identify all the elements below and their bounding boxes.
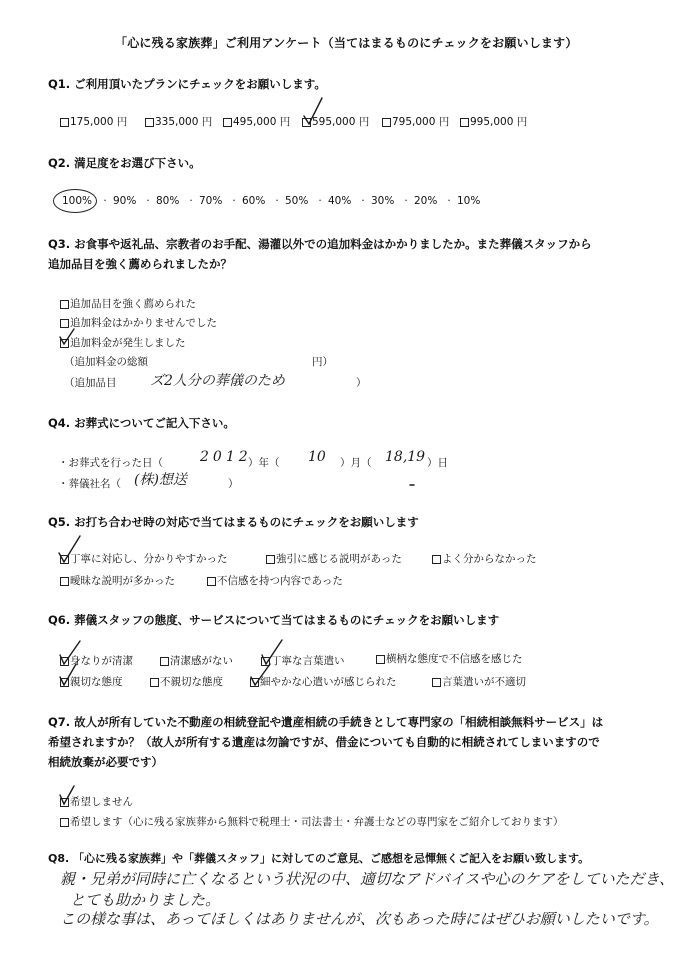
scale-option-100[interactable]: 100% (62, 195, 93, 207)
q4-company-close: ） (228, 478, 239, 490)
q4-company-label: ・葬儀社名（ (58, 478, 121, 490)
scale-option-30[interactable]: 30% (371, 195, 395, 207)
q4-question: Q4. お葬式についてご記入下さい。 (48, 416, 235, 430)
q4-day-value: 18,19 (385, 449, 426, 465)
q4-date-label: ・お葬式を行った日（ (58, 457, 163, 469)
checkbox[interactable] (60, 319, 69, 328)
scale-option-10[interactable]: 10% (457, 195, 481, 207)
scale-option-60[interactable]: 60% (242, 195, 266, 207)
q2-question: Q2. 満足度をお選び下さい。 (48, 156, 201, 170)
checkbox[interactable] (145, 118, 154, 127)
checkbox[interactable] (150, 678, 159, 687)
checkbox[interactable] (60, 555, 69, 564)
q3-option-2[interactable]: 追加料金はかかりませんでした (60, 315, 217, 330)
q6-option-2[interactable]: 清潔感がない (160, 653, 233, 668)
checkbox[interactable] (207, 577, 216, 586)
q6-option-8[interactable]: 言葉遣いが不適切 (432, 674, 526, 689)
q1-option-4[interactable]: 595,000 円 (302, 114, 369, 129)
q4-month-unit: ）月（ (340, 457, 372, 469)
checkbox[interactable] (432, 555, 441, 564)
checkbox[interactable] (60, 577, 69, 586)
checkbox[interactable] (60, 798, 69, 807)
checkbox[interactable] (432, 678, 441, 687)
checkbox[interactable] (60, 818, 69, 827)
q6-question: Q6. 葬儀スタッフの態度、サービスについて当てはまるものにチェックをお願いします (48, 613, 500, 627)
q3-items-close: ） (356, 377, 367, 389)
q5-option-2[interactable]: 強引に感じる説明があった (266, 551, 402, 566)
q5-option-3[interactable]: よく分からなかった (432, 551, 537, 566)
q3-option-1[interactable]: 追加品目を強く薦められた (60, 296, 196, 311)
q5-option-5[interactable]: 不信感を持つ内容であった (207, 573, 343, 588)
scale-option-20[interactable]: 20% (414, 195, 438, 207)
checkbox[interactable] (60, 118, 69, 127)
q5-option-4[interactable]: 曖昧な説明が多かった (60, 573, 175, 588)
q7-question-line2: 希望されますか？（故人が所有する遺産は勿論ですが、借金についても自動的に相続されてしまいますので (48, 735, 600, 749)
q1-option-3[interactable]: 495,000 円 (223, 114, 290, 129)
scale-option-70[interactable]: 70% (199, 195, 223, 207)
q4-year-value: 2012 (200, 449, 252, 465)
q6-option-4[interactable]: 横柄な態度で不信感を感じた (376, 651, 523, 666)
q1-question: Q1. ご利用頂いたプランにチェックをお願いします。 (48, 77, 326, 91)
q5-option-1[interactable]: 丁寧に対応し、分かりやすかった (60, 551, 228, 566)
q3-option-3[interactable]: 追加料金が発生しました (60, 335, 186, 350)
checkbox[interactable] (376, 655, 385, 664)
q3-question-line1: Q3. お食事や返礼品、宗教者のお手配、湯灌以外での追加料金はかかりましたか。また葬儀スタッフから (48, 237, 592, 251)
q4-company-value: (株)想送 (134, 472, 187, 488)
scale-option-40[interactable]: 40% (328, 195, 352, 207)
q3-items-handwritten: ズ2人分の葬儀のため (150, 373, 285, 389)
checkbox[interactable] (266, 555, 275, 564)
q8-answer-line1: 親・兄弟が同時に亡くなるという状況の中、適切なアドバイスや心のケアをしていただき、 (60, 870, 674, 888)
checkbox[interactable] (250, 678, 259, 687)
checkbox[interactable] (460, 118, 469, 127)
q3-items-label: （追加品目 (64, 377, 117, 389)
q7-question-line3: 相続放棄が必要です） (48, 755, 163, 769)
q1-option-1[interactable]: 175,000 円 (60, 114, 127, 129)
checkbox[interactable] (261, 657, 270, 666)
q6-option-1[interactable]: 身なりが清潔 (60, 653, 133, 668)
selection-circle (53, 189, 97, 213)
q5-question: Q5. お打ち合わせ時の対応で当てはまるものにチェックをお願いします (48, 515, 419, 529)
q1-option-5[interactable]: 795,000 円 (382, 114, 449, 129)
checkbox[interactable] (60, 339, 69, 348)
q3-question-line2: 追加品目を強く薦められましたか？ (48, 257, 232, 271)
checkbox[interactable] (382, 118, 391, 127)
q1-option-6[interactable]: 995,000 円 (460, 114, 527, 129)
q1-option-2[interactable]: 335,000 円 (145, 114, 212, 129)
checkbox[interactable] (60, 657, 69, 666)
page-title: 「心に残る家族葬」ご利用アンケート（当てはまるものにチェックをお願いします） (115, 36, 578, 50)
checkbox[interactable] (223, 118, 232, 127)
q8-answer-line3: この様な事は、あってほしくはありませんが、次もあった時にはぜひお願いしたいです。 (60, 910, 659, 928)
q4-day-unit: ）日 (427, 457, 448, 469)
checkbox[interactable] (160, 657, 169, 666)
q4-year-unit: ）年（ (248, 457, 280, 469)
q4-month-value: 10 (308, 449, 326, 465)
q8-question: Q8. 「心に残る家族葬」や「葬儀スタッフ」に対してのご意見、ご感想を忌憚無くご記入をお願い致します。 (48, 852, 590, 865)
q3-amount-unit: 円） (312, 356, 333, 368)
q6-option-5[interactable]: 親切な態度 (60, 674, 123, 689)
checkbox[interactable] (302, 118, 311, 127)
satisfaction-scale: 100% · 90% · 80% · 70% · 60% · 50% · 40% · 30% · 20% · 10% (62, 195, 484, 207)
q6-option-6[interactable]: 不親切な態度 (150, 674, 223, 689)
q6-option-7[interactable]: 細やかな心遣いが感じられた (250, 674, 397, 689)
q6-option-3[interactable]: 丁寧な言葉遣い (261, 653, 345, 668)
scale-option-50[interactable]: 50% (285, 195, 309, 207)
q8-answer-line2: とても助かりました。 (70, 891, 221, 909)
checkbox[interactable] (60, 300, 69, 309)
q7-option-1[interactable]: 希望しません (60, 794, 133, 809)
q3-amount-label: （追加料金の総額 (64, 356, 148, 368)
q7-option-2[interactable]: 希望します（心に残る家族葬から無料で税理士・司法書士・弁護士などの専門家をご紹介しております） (60, 814, 564, 829)
checkbox[interactable] (60, 678, 69, 687)
q7-question-line1: Q7. 故人が所有していた不動産の相続登記や遺産相続の手続きとして専門家の「相続相談無料サービス」は (48, 715, 604, 729)
scale-option-80[interactable]: 80% (156, 195, 180, 207)
scale-option-90[interactable]: 90% (113, 195, 137, 207)
